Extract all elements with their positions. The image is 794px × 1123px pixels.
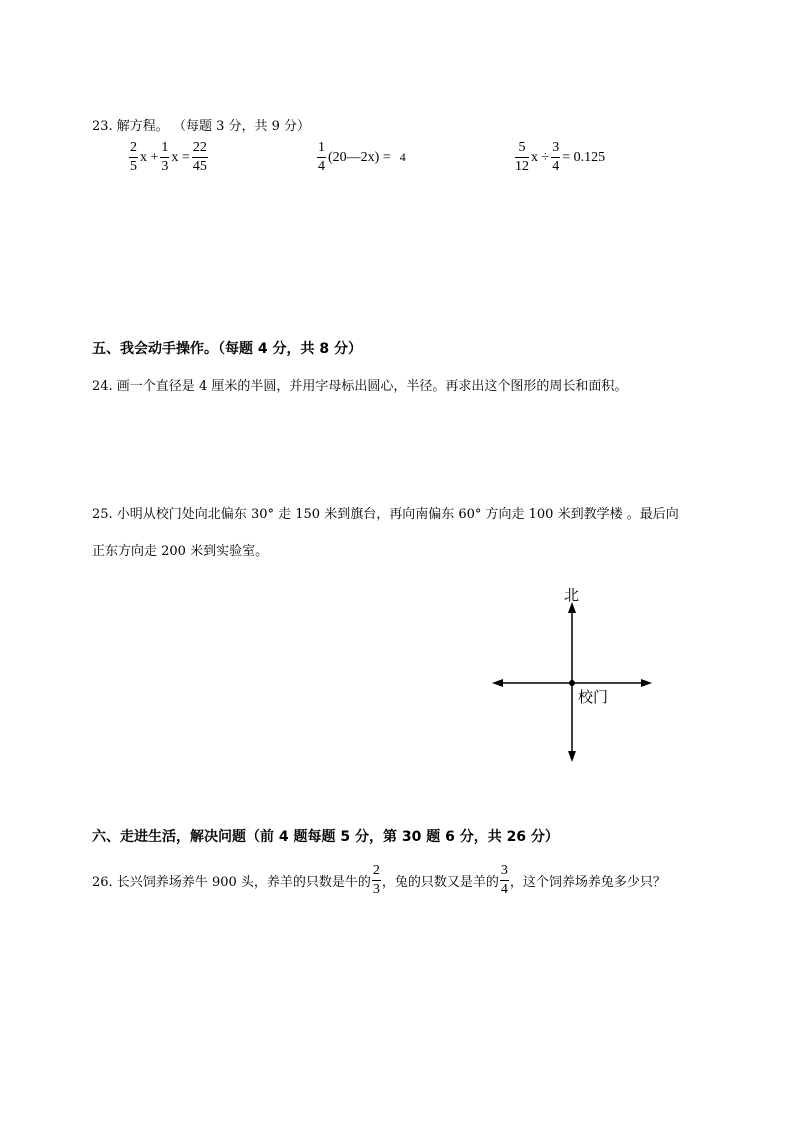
north-label: 北 xyxy=(564,586,580,604)
term: x = xyxy=(171,149,190,165)
numerator: 2 xyxy=(372,864,381,881)
term: x + xyxy=(140,149,159,165)
numerator: 3 xyxy=(500,864,509,881)
fraction xyxy=(515,141,529,174)
term: x ÷ xyxy=(531,149,550,165)
rhs: 4 xyxy=(399,150,406,164)
denominator: 5 xyxy=(130,159,137,174)
east-arrowhead xyxy=(641,679,652,687)
section-6-heading: 六、走进生活，解决问题（前 4 题每题 5 分，第 30 题 6 分，共 26 分） xyxy=(92,829,559,845)
south-arrowhead xyxy=(568,751,576,762)
q25-line-2: 正东方向走 200 米到实验室。 xyxy=(92,544,269,559)
gate-origin-point xyxy=(569,680,575,686)
q25-line-1: 25. 小明从校门处向北偏东 30° 走 150 米到旗台，再向南偏东 60° 方向走 100 米到教学楼 。最后向 xyxy=(92,507,679,522)
fraction xyxy=(500,864,509,897)
q26-part-2: ，兔的只数又是羊的 xyxy=(381,875,499,890)
gate-label: 校门 xyxy=(578,688,609,706)
q26-text xyxy=(92,864,666,897)
fraction xyxy=(372,864,381,897)
equation-2 xyxy=(316,141,407,174)
west-arrowhead xyxy=(492,679,503,687)
numerator: 2 xyxy=(129,141,138,158)
fraction xyxy=(551,141,560,174)
denominator: 4 xyxy=(318,159,325,174)
q24-text: 24. 画一个直径是 4 厘米的半圆，并用字母标出圆心，半径。再求出这个图形的周长和面积。 xyxy=(92,379,628,394)
denominator: 45 xyxy=(192,159,207,174)
term: = 0.125 xyxy=(562,149,606,165)
term: (20—2x) = xyxy=(328,149,391,165)
equation-1 xyxy=(128,141,209,174)
q26-part-1: 26. 长兴饲养场养牛 900 头，养羊的只数是牛的 xyxy=(92,875,371,890)
fraction xyxy=(160,141,169,174)
numerator: 1 xyxy=(160,141,169,158)
denominator: 12 xyxy=(515,159,529,174)
denominator: 4 xyxy=(552,159,560,174)
q26-part-3: ，这个饲养场养兔多少只？ xyxy=(509,875,666,890)
fraction xyxy=(192,141,208,174)
denominator: 3 xyxy=(161,159,169,174)
numerator: 3 xyxy=(551,141,560,158)
denominator: 4 xyxy=(500,882,508,897)
equation-3 xyxy=(514,141,606,174)
compass-diagram xyxy=(488,600,658,770)
q23-title: 23. 解方程。 （每题 3 分，共 9 分） xyxy=(92,119,311,134)
fraction xyxy=(129,141,138,174)
numerator: 1 xyxy=(317,141,326,158)
numerator: 22 xyxy=(192,141,208,158)
denominator: 3 xyxy=(372,882,380,897)
section-5-heading: 五、我会动手操作。（每题 4 分，共 8 分） xyxy=(92,341,362,357)
numerator: 5 xyxy=(515,141,529,158)
fraction xyxy=(317,141,326,174)
